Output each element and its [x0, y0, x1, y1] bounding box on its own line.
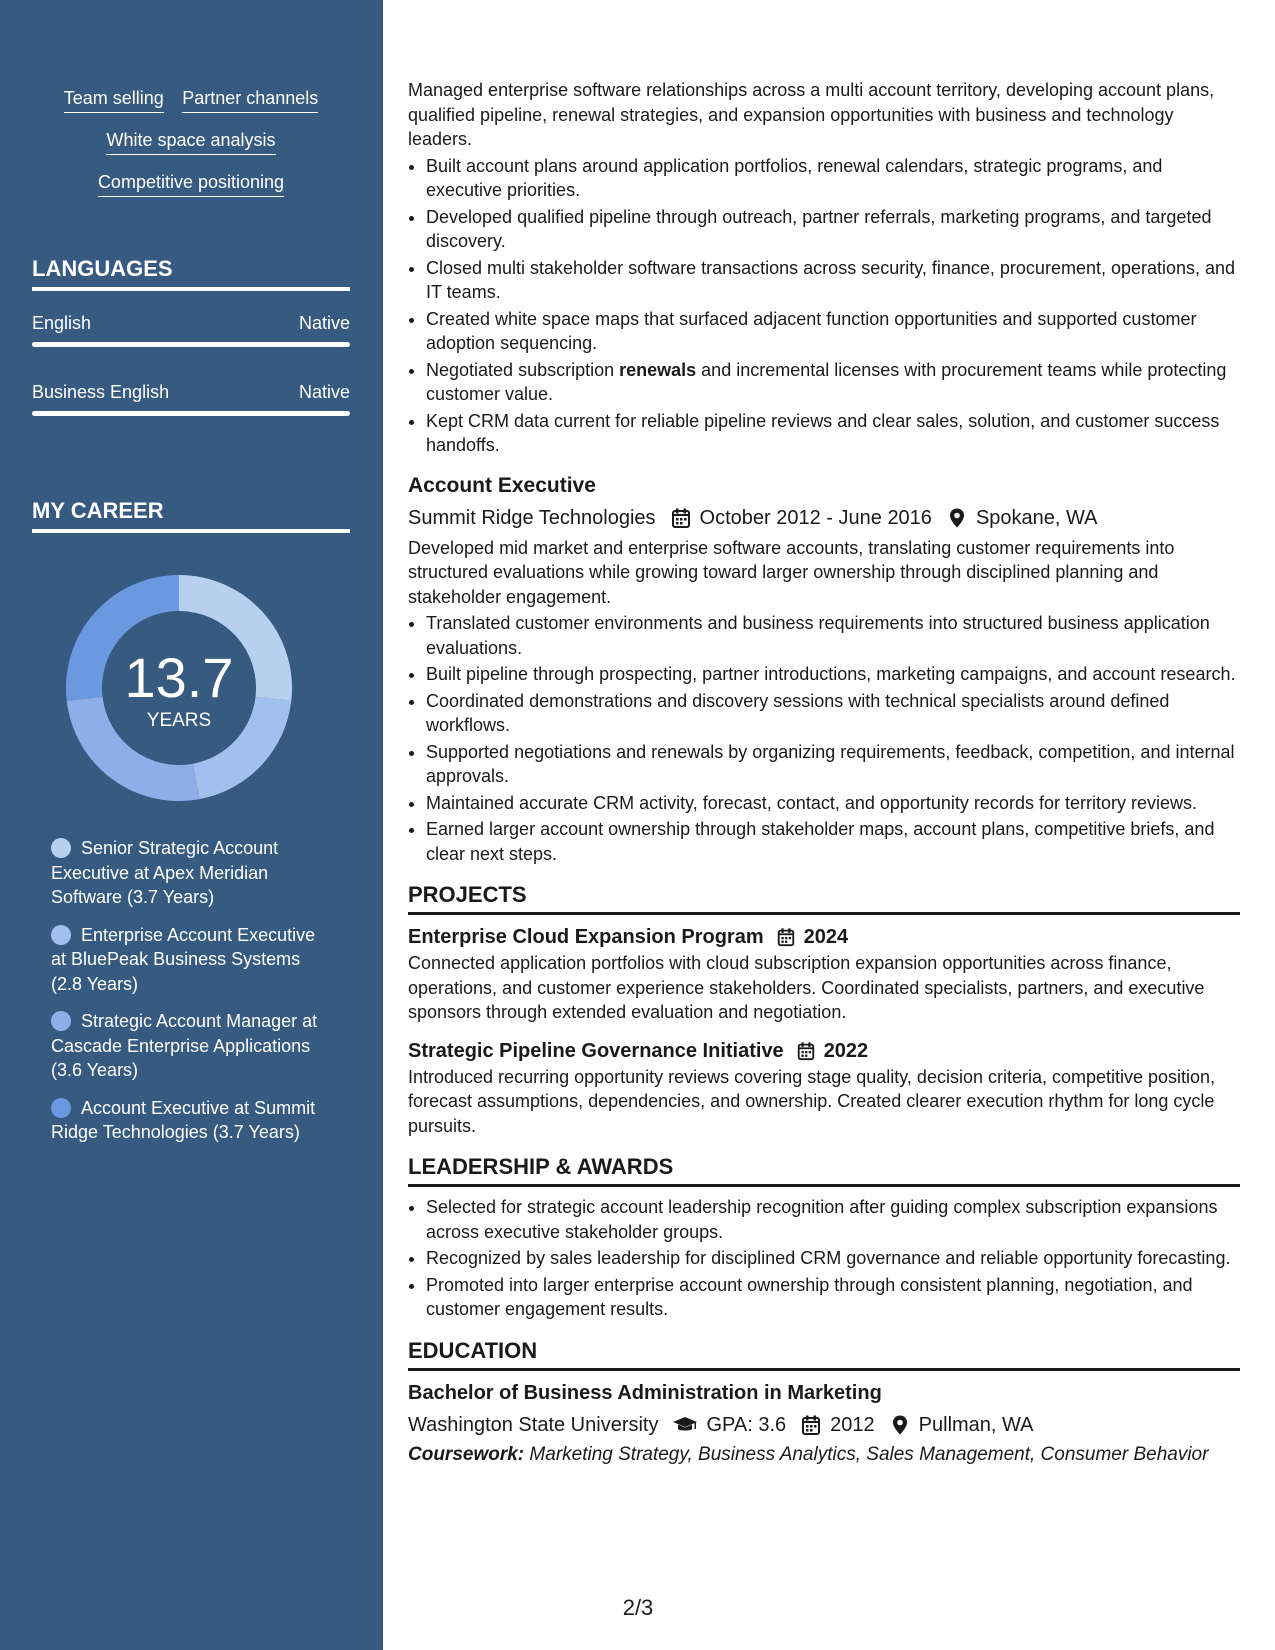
bullet-item: • Built account plans around application portfolios, renewal calendars, strategic programs, and executive priorities. — [426, 154, 1240, 203]
language-level: Native — [298, 382, 350, 402]
map-pin-icon — [946, 507, 968, 529]
career-legend-label: Senior Strategic Account Executive at Apex Meridian Software (3.7 Years) — [51, 838, 279, 907]
job-title: Account Executive — [408, 473, 596, 497]
language-bar — [32, 342, 350, 347]
education-heading: EDUCATION — [408, 1338, 1240, 1371]
skill-tag: Competitive positioning — [98, 170, 284, 197]
job-dates: October 2012 - June 2016 — [699, 506, 932, 529]
awards-bullets — [408, 1195, 1240, 1322]
project-description: Introduced recurring opportunity reviews covering stage quality, decision criteria, competitive position, forecast assumptions, dependencies, and ownership. Created clearer execution rhythm for long cycle pursuits. — [408, 1066, 1216, 1136]
calendar-icon — [670, 507, 692, 529]
bullet-item: • Coordinated demonstrations and discovery sessions with technical specialists around defined workflows. — [426, 689, 1240, 738]
coursework — [408, 1443, 1240, 1468]
sidebar — [0, 0, 383, 1650]
career-legend-item — [51, 1009, 331, 1083]
language-item — [32, 382, 350, 416]
skill-tag: Partner channels — [182, 86, 318, 113]
bullet-item: • Built pipeline through prospecting, partner introductions, marketing campaigns, and account research. — [426, 662, 1240, 687]
language-name: Business English — [32, 382, 170, 402]
degree-title: Bachelor of Business Administration in Marketing — [408, 1381, 882, 1404]
career-legend — [51, 836, 331, 1158]
bullet-item: • Kept CRM data current for reliable pipeline reviews and clear sales, solution, and customer success handoffs. — [426, 409, 1240, 458]
school-name: Washington State University — [408, 1413, 659, 1436]
company-name: Summit Ridge Technologies — [408, 506, 656, 529]
bullet-item: • Maintained accurate CRM activity, forecast, contact, and opportunity records for territory reviews. — [426, 791, 1240, 816]
school-location: Pullman, WA — [918, 1413, 1034, 1436]
bullet-item — [426, 358, 1240, 407]
legend-dot — [51, 925, 71, 945]
career-legend-item — [51, 1096, 331, 1145]
career-legend-item — [51, 923, 331, 997]
languages-heading: LANGUAGES — [32, 256, 350, 291]
bullet-item: • Supported negotiations and renewals by organizing requirements, feedback, competition, and internal approvals. — [426, 740, 1240, 789]
coursework-list: Marketing Strategy, Business Analytics, Sales Management, Consumer Behavior — [524, 1443, 1209, 1465]
project-title: Strategic Pipeline Governance Initiative — [408, 1039, 784, 1062]
job-meta — [408, 504, 1240, 532]
language-level: Native — [298, 313, 350, 333]
projects-heading: PROJECTS — [408, 882, 1240, 915]
project-title: Enterprise Cloud Expansion Program — [408, 926, 764, 948]
bullet-item: • Created white space maps that surfaced adjacent function opportunities and supported customer adoption sequencing. — [426, 307, 1240, 356]
bullet-item: • Selected for strategic account leadership recognition after guiding complex subscription expansions across executive stakeholder groups. — [426, 1195, 1240, 1244]
calendar-icon — [776, 927, 796, 947]
career-legend-label: Account Executive at Summit Ridge Technologies (3.7 Years) — [51, 1097, 316, 1142]
job-bullets — [408, 154, 1240, 458]
career-legend-label: Strategic Account Manager at Cascade Enterprise Applications (3.6 Years) — [51, 1011, 318, 1080]
job-summary: Developed mid market and enterprise software accounts, translating customer requirements into structured evaluations while growing toward larger ownership through disciplined planning and stakeholder engagement. — [408, 537, 1175, 607]
project-year: 2024 — [803, 926, 849, 948]
skill-tag: Team selling — [64, 86, 164, 113]
bullet-item: • Translated customer environments and business requirements into structured business application evaluations. — [426, 611, 1240, 660]
page-number: 2/3 — [622, 1595, 654, 1620]
legend-dot — [51, 1011, 71, 1031]
calendar-icon — [796, 1041, 816, 1061]
career-legend-item — [51, 836, 331, 910]
language-name: English — [32, 313, 92, 333]
awards-heading: LEADERSHIP & AWARDS — [408, 1154, 1240, 1187]
bullet-bold-text: renewals — [619, 359, 697, 380]
bullet-item: • Developed qualified pipeline through outreach, partner referrals, marketing programs, and targeted discovery. — [426, 205, 1240, 254]
project-description: Connected application portfolios with cloud subscription expansion opportunities across finance, operations, and customer experience stakeholders. Coordinated specialists, partners, and executive sponsors through extended evaluation and negotiation. — [408, 953, 1205, 1022]
bullet-text: and incremental licenses with procurement teams while protecting customer value. — [426, 359, 1227, 404]
project-title-row — [408, 1037, 1240, 1065]
legend-dot — [51, 1098, 71, 1118]
bullet-item: • Earned larger account ownership through stakeholder maps, account plans, competitive briefs, and clear next steps. — [426, 817, 1240, 866]
gpa: GPA: 3.6 — [706, 1413, 787, 1436]
language-bar — [32, 411, 350, 416]
calendar-icon — [800, 1414, 822, 1436]
coursework-label: Coursework: — [408, 1443, 525, 1465]
main-content — [408, 78, 1240, 1467]
education-meta — [408, 1411, 1240, 1439]
career-legend-label: Enterprise Account Executive at BluePeak Business Systems (2.8 Years) — [51, 924, 316, 994]
job-bullets — [408, 611, 1240, 866]
career-heading: MY CAREER — [32, 498, 350, 533]
job-location: Spokane, WA — [975, 506, 1098, 529]
skill-tag: White space analysis — [106, 128, 275, 155]
map-pin-icon — [889, 1414, 911, 1436]
bullet-item: • Recognized by sales leadership for disciplined CRM governance and reliable opportunity forecasting. — [426, 1246, 1240, 1271]
graduation-cap-icon — [672, 1414, 698, 1436]
bullet-item: • Closed multi stakeholder software transactions across security, finance, procurement, operations, and IT teams. — [426, 256, 1240, 305]
graduation-year: 2012 — [830, 1413, 875, 1436]
project-title-row — [408, 923, 1240, 951]
job-summary: Managed enterprise software relationships across a multi account territory, developing account plans, qualified pipeline, renewal strategies, and expansion opportunities with business and technology leaders. — [408, 80, 1215, 149]
language-item — [32, 313, 350, 347]
project-year: 2022 — [823, 1039, 869, 1062]
legend-dot — [51, 838, 71, 858]
bullet-item: • Promoted into larger enterprise account ownership through consistent planning, negotiation, and customer engagement results. — [426, 1273, 1240, 1322]
bullet-text: Negotiated subscription — [426, 359, 620, 380]
skills-list — [32, 86, 350, 212]
career-total: 13.7 — [124, 646, 234, 709]
career-unit: YEARS — [146, 710, 212, 731]
